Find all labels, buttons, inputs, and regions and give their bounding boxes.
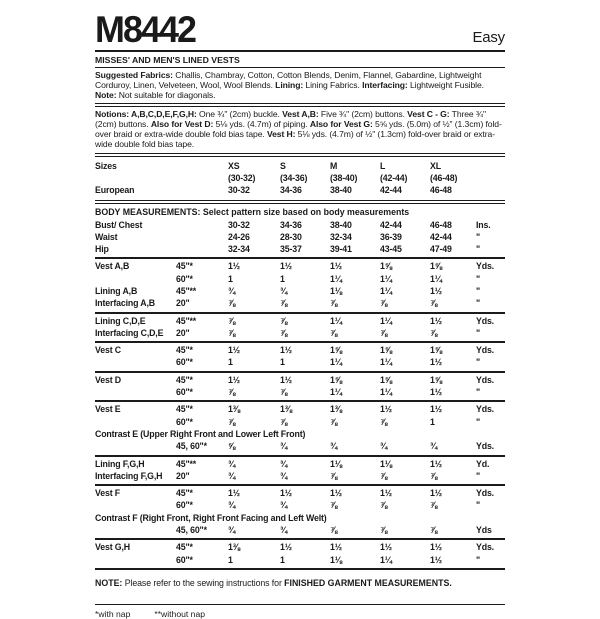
value-cell: S [280,160,286,171]
value-cell: 1 [228,273,233,284]
row-label: Lining C,D,E [95,315,146,326]
table-row [95,172,505,184]
bold-label: Also for Vest D: [150,119,214,130]
unit-cell: " [476,470,481,481]
value-cell: 1½ [380,488,392,499]
value-cell: ⅞ [228,387,236,398]
fabric-width: 60"* [176,554,193,565]
unit-cell: " [476,273,481,284]
table-row [95,374,505,386]
value-cell: 39-41 [330,244,352,255]
fabric-width: 45"** [176,315,197,326]
bold-label: Notions: A,B,C,D,E,F,G,H: [95,109,197,120]
body-measurements-table [95,219,505,256]
unit-cell: Yds. [476,542,494,553]
value-cell: 1½ [228,261,240,272]
value-cell: 24-26 [228,231,250,242]
value-cell: 42-44 [380,219,402,230]
fabric-width: 60"* [176,500,193,511]
yardage-group [95,540,505,570]
table-row [95,243,505,255]
value-cell: 32-34 [228,244,250,255]
value-cell: ⅞ [330,416,338,427]
section-rule [95,103,505,107]
value-cell: ¾ [228,500,236,511]
value-cell: 1½ [330,261,342,272]
row-label: Vest D [95,374,121,385]
value-cell: ⅞ [430,500,438,511]
table-row [95,499,505,511]
value-cell: ⅞ [330,327,338,338]
footnote-without-nap: **without nap [154,608,206,619]
value-cell: 32-34 [330,231,352,242]
row-label: European [95,185,135,196]
fabric-width: 60"* [176,357,193,368]
fabric-width: 45"* [176,261,193,272]
unit-cell: " [476,387,481,398]
value-cell: ¾ [280,458,288,469]
bold-label: NOTE: [95,577,123,588]
value-cell: L [380,160,386,171]
value-cell: 1⅝ [430,261,442,272]
table-row [95,327,505,339]
value-cell: 42-44 [380,185,402,196]
value-cell: 1½ [330,542,342,553]
value-cell: 38-40 [330,219,352,230]
value-cell: 1¼ [330,357,342,368]
unit-cell: " [476,357,481,368]
value-cell: 36-39 [380,231,402,242]
value-cell: ¾ [430,441,438,452]
yardage-group [95,457,505,487]
table-row [95,554,505,566]
yardage-group [95,343,505,373]
row-label: Vest E [95,404,121,415]
value-cell: ⅞ [280,315,288,326]
value-cell: 1½ [280,488,292,499]
unit-cell: " [476,285,481,296]
value-cell: 35-37 [280,244,302,255]
value-cell: ⅞ [228,298,236,309]
value-cell: 1⅜ [228,404,240,415]
unit-cell: " [476,327,481,338]
value-cell: (46-48) [430,172,458,183]
value-cell: 1¼ [380,285,392,296]
fabric-width: 45"* [176,542,193,553]
row-label: Bust/ Chest [95,219,143,230]
value-cell: ⅞ [330,470,338,481]
value-cell: ⅝ [228,441,236,452]
table-row [95,231,505,243]
fabric-width: 45"** [176,458,197,469]
value-cell: 1½ [228,488,240,499]
fabric-width: 20" [176,298,190,309]
yardage-group [95,402,505,456]
bold-label: Also for Vest G: [309,119,373,130]
table-row [95,260,505,272]
fabric-width: 45"* [176,404,193,415]
row-label: Vest A,B [95,261,130,272]
value-cell: 1¼ [380,387,392,398]
unit-cell: " [476,231,481,242]
value-cell: 43-45 [380,244,402,255]
value-cell: ⅞ [330,500,338,511]
table-row [95,487,505,499]
fabric-width: 45"* [176,345,193,356]
footnote-with-nap: *with nap [95,608,131,619]
value-cell: 1¼ [380,357,392,368]
bold-label: Lining: [275,79,304,90]
value-cell: 1⅜ [330,404,342,415]
value-cell: ⅞ [330,298,338,309]
unit-cell: Yds. [476,488,494,499]
value-cell: 34-36 [280,219,302,230]
value-cell: 1½ [330,488,342,499]
value-cell: 1½ [430,285,442,296]
value-cell: 1½ [430,554,442,565]
unit-cell: Yds [476,525,492,536]
unit-cell: Yds. [476,374,494,385]
unit-cell: " [476,554,481,565]
value-cell: 1½ [228,345,240,356]
row-label: Lining F,G,H [95,458,145,469]
value-cell: 1⅛ [330,458,342,469]
value-cell: 1½ [430,404,442,415]
bold-label: Vest C - G: [407,109,450,120]
value-cell: ¾ [228,285,236,296]
subtitle-rule [95,67,505,68]
value-cell: 1½ [430,458,442,469]
section-span-row [95,428,505,440]
bold-label: Vest H: [266,129,296,140]
table-row [95,356,505,368]
fabric-width: 60"* [176,416,193,427]
table-row [95,386,505,398]
fabric-width: 20" [176,327,190,338]
value-cell: ¾ [280,441,288,452]
value-cell: ¾ [228,470,236,481]
value-cell: XL [430,160,441,171]
value-cell: ⅞ [280,298,288,309]
value-cell: 1⅛ [380,458,392,469]
value-cell: 1¼ [380,554,392,565]
bold-label: FINISHED GARMENT MEASUREMENTS. [284,577,452,588]
unit-cell: Yd. [476,458,490,469]
value-cell: ⅞ [330,525,338,536]
value-cell: 1½ [280,261,292,272]
fabric-width: 20" [176,470,190,481]
value-cell: 1½ [380,404,392,415]
value-cell: 30-32 [228,185,250,196]
fabric-width: 45"* [176,374,193,385]
value-cell: 1⅛ [330,285,342,296]
fabric-width: 45, 60"* [176,441,207,452]
yardage-table [95,259,505,570]
value-cell: 1½ [430,387,442,398]
value-cell: ⅞ [430,525,438,536]
fabric-width: 45, 60"* [176,525,207,536]
value-cell: ¾ [280,525,288,536]
fabric-width: 45"* [176,488,193,499]
value-cell: 1⅝ [380,374,392,385]
row-label: Lining A,B [95,285,138,296]
table-row [95,403,505,415]
table-row [95,285,505,297]
value-cell: (42-44) [380,172,408,183]
notions-paragraph: Notions: A,B,C,D,E,F,G,H: One ¾" (2cm) buckle. Vest A,B: Five ¾" (2cm) buttons. Vest C - G: Three ¾" (2cm) buttons. Also for Vest D: 5⅛ yds. (4.7m) of piping. Also for Vest G: 5⅝ yds. (5.0m) of ½" (1.3cm) fold-over braid or extra-wide double fold bias tape. Vest H: 5⅛ yds. (4.7m) of ½" (1.3cm) fold-over braid or extra-wide double fold bias tape. [95,109,502,149]
value-cell: (34-36) [280,172,308,183]
value-cell: 1¼ [330,273,342,284]
value-cell: XS [228,160,240,171]
value-cell: ⅞ [280,387,288,398]
table-row [95,273,505,285]
fabric-width: 45"** [176,285,197,296]
row-label: Hip [95,244,109,255]
value-cell: ⅞ [228,416,236,427]
row-label: Sizes [95,160,117,171]
pattern-number: M8442 [95,9,196,50]
value-cell: 1 [228,357,233,368]
value-cell: ⅞ [430,327,438,338]
table-row [95,541,505,553]
table-row [95,524,505,536]
section-row-label: Contrast F (Right Front, Right Front Facing and Left Welt) [95,512,327,523]
value-cell: 1⅝ [430,374,442,385]
value-cell: ⅞ [380,470,388,481]
value-cell: 38-40 [330,185,352,196]
section-rule [95,200,505,204]
table-row [95,416,505,428]
fabric-width: 60"* [176,273,193,284]
value-cell: ⅞ [228,315,236,326]
bold-label: Note: [95,89,117,100]
value-cell: ¾ [228,458,236,469]
value-cell: 1⅝ [380,261,392,272]
value-cell: 42-44 [430,231,452,242]
value-cell: 47-49 [430,244,452,255]
header [95,9,505,50]
note-line: NOTE: Please refer to the sewing instructions for FINISHED GARMENT MEASUREMENTS. [95,577,452,588]
value-cell: 34-36 [280,185,302,196]
value-cell: 1½ [430,315,442,326]
value-cell: 1½ [280,374,292,385]
value-cell: ⅞ [280,327,288,338]
unit-cell: Yds. [476,261,494,272]
value-cell: 46-48 [430,185,452,196]
value-cell: (30-32) [228,172,256,183]
value-cell: 1½ [280,345,292,356]
unit-cell: Ins. [476,219,491,230]
value-cell: ⅞ [430,470,438,481]
yardage-group [95,373,505,403]
yardage-group [95,259,505,313]
value-cell: 1½ [228,374,240,385]
value-cell: ⅞ [430,298,438,309]
value-cell: 1⅜ [228,542,240,553]
value-cell: ¾ [280,500,288,511]
value-cell: 1½ [380,542,392,553]
footnotes [95,604,505,619]
value-cell: 1 [228,554,233,565]
unit-cell: " [476,244,481,255]
table-row [95,470,505,482]
pattern-subtitle: MISSES' AND MEN'S LINED VESTS [95,55,240,66]
value-cell: ⅞ [380,327,388,338]
suggested-fabrics-paragraph: Suggested Fabrics: Challis, Chambray, Cotton, Cotton Blends, Denim, Flannel, Gabardine, Lightweight Corduroy, Linen, Velveteen, Wool, Wool Blends. Lining: Lining Fabrics. Interfacing: Lightweight Fusible. Note: Not suitable for diagonals. [95,70,484,100]
unit-cell: " [476,416,481,427]
value-cell: 1¼ [330,387,342,398]
bold-label: Interfacing: [362,79,408,90]
bold-label: Suggested Fabrics: [95,70,173,81]
value-cell: 1 [280,554,285,565]
difficulty-label: Easy [472,29,505,47]
value-cell: ⅞ [280,416,288,427]
value-cell: 1⅝ [330,374,342,385]
unit-cell: Yds. [476,315,494,326]
section-span-row [95,512,505,524]
value-cell: 1⅝ [430,345,442,356]
value-cell: 1¼ [430,273,442,284]
row-label: Interfacing F,G,H [95,470,163,481]
table-row [95,458,505,470]
value-cell: 1½ [430,488,442,499]
value-cell: ¾ [380,441,388,452]
value-cell: 1½ [280,542,292,553]
value-cell: 1¼ [330,315,342,326]
table-row [95,315,505,327]
yardage-group [95,314,505,344]
row-label: Waist [95,231,118,242]
row-label: Interfacing A,B [95,298,155,309]
value-cell: ⅞ [228,327,236,338]
body-measurements-section [95,206,505,260]
value-cell: (38-40) [330,172,358,183]
value-cell: 30-32 [228,219,250,230]
section-rule [95,153,505,157]
yardage-group [95,486,505,540]
unit-cell: Yds. [476,345,494,356]
value-cell: ⅞ [380,298,388,309]
body-measurements-heading: BODY MEASUREMENTS: Select pattern size based on body measurements [95,206,410,217]
fabric-width: 60"* [176,387,193,398]
value-cell: ¾ [280,285,288,296]
table-row [95,297,505,309]
table-row [95,184,505,196]
bold-label: Vest A,B: [282,109,319,120]
table-row [95,344,505,356]
value-cell: ⅞ [380,416,388,427]
unit-cell: " [476,500,481,511]
unit-cell: Yds. [476,404,494,415]
value-cell: ¾ [280,470,288,481]
table-row [95,440,505,452]
row-label: Vest F [95,488,121,499]
value-cell: 1 [280,357,285,368]
section-row-label: Contrast E (Upper Right Front and Lower Left Front) [95,428,306,439]
value-cell: M [330,160,338,171]
value-cell: 1⅝ [380,345,392,356]
value-cell: 1¼ [380,273,392,284]
value-cell: ⅞ [380,525,388,536]
value-cell: ¾ [330,441,338,452]
row-label: Interfacing C,D,E [95,327,164,338]
value-cell: 1½ [430,542,442,553]
title-rule [95,50,505,52]
sizes-table [95,160,505,197]
table-row [95,160,505,172]
unit-cell: Yds. [476,441,494,452]
value-cell: 1 [280,273,285,284]
row-label: Vest G,H [95,542,130,553]
row-label: Vest C [95,345,121,356]
value-cell: 1¼ [380,315,392,326]
value-cell: ⅞ [380,500,388,511]
value-cell: 28-30 [280,231,302,242]
value-cell: 1½ [430,357,442,368]
unit-cell: " [476,298,481,309]
value-cell: 1⅝ [330,345,342,356]
value-cell: 1 [430,416,435,427]
value-cell: 1⅜ [280,404,292,415]
value-cell: ¾ [228,525,236,536]
value-cell: 46-48 [430,219,452,230]
value-cell: 1⅛ [330,554,342,565]
table-row [95,219,505,231]
